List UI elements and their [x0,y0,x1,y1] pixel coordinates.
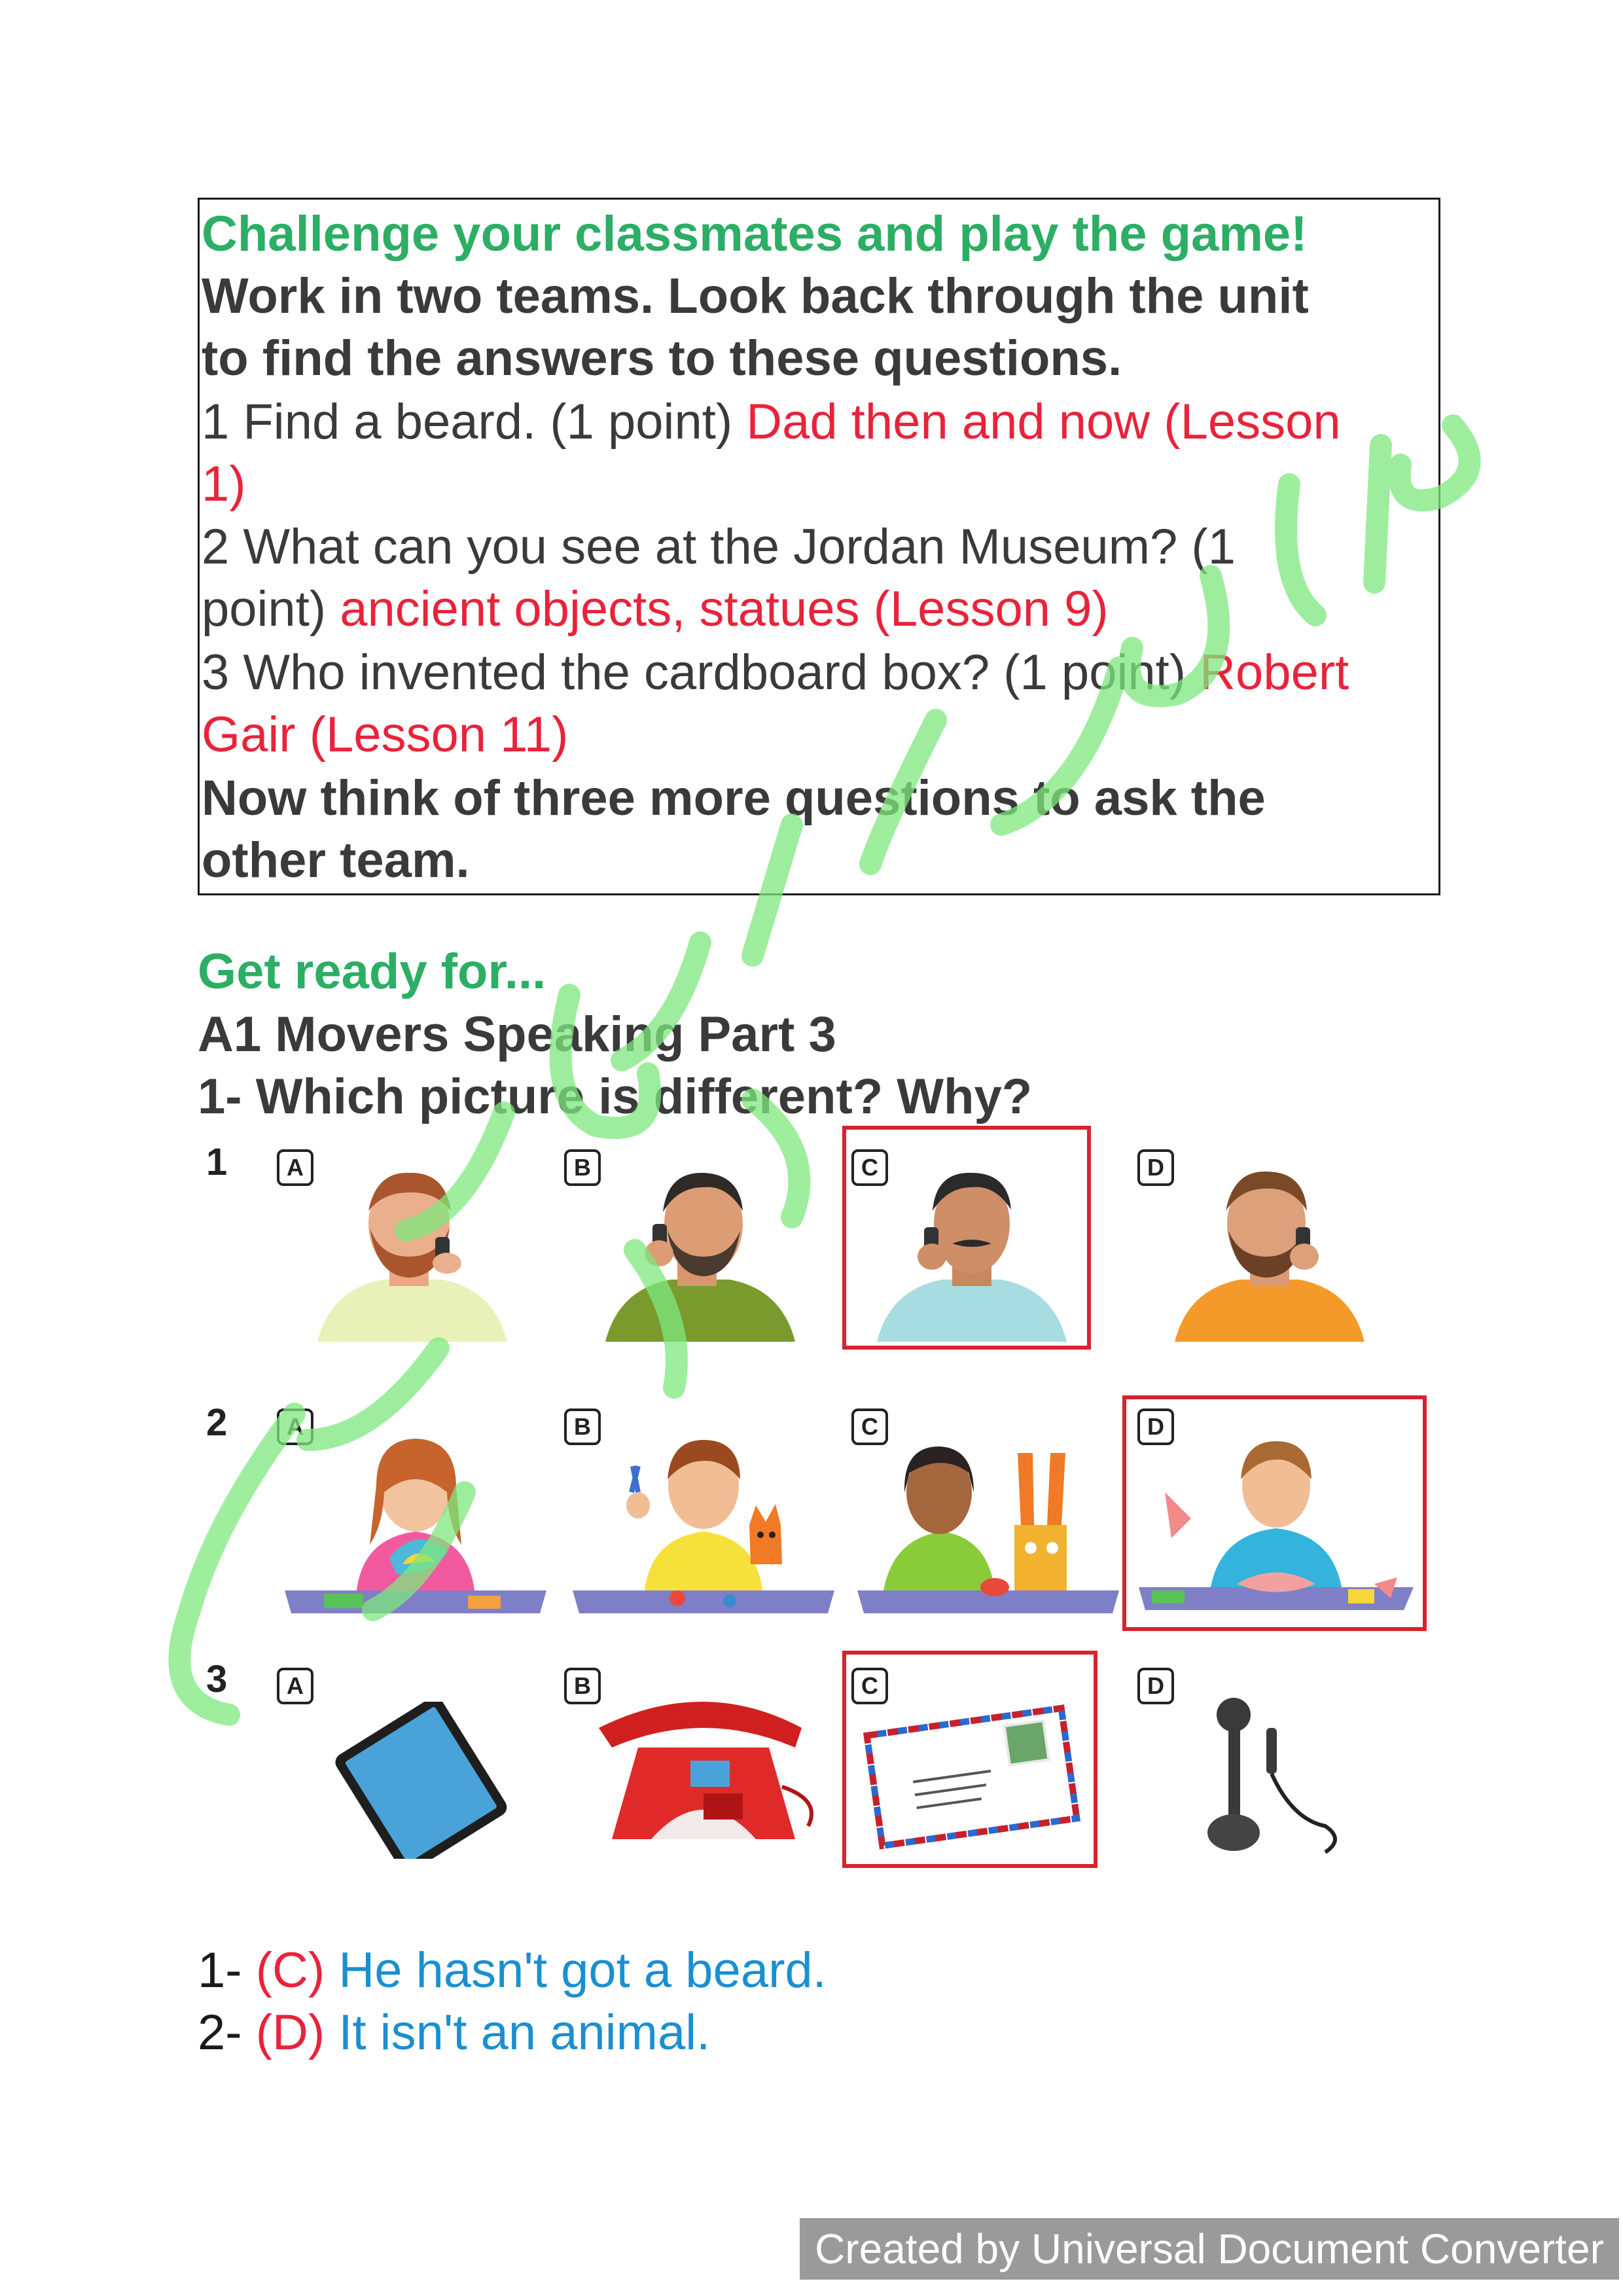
section-subheading: A1 Movers Speaking Part 3 [198,1007,836,1062]
boy-paper-cat-image [573,1427,834,1623]
question-3-text: 3 Who invented the cardboard box? (1 point) [202,645,1200,700]
answer-1 [198,1939,827,2002]
answer-2-number: 2- [198,2005,256,2060]
option-d: D [1137,1408,1174,1445]
boy-paper-shapes-image [1139,1427,1414,1623]
question-2-text-cont: point) [202,581,340,637]
option-c: C [851,1408,888,1445]
closing-line-1: Now think of three more questions to ask the [202,770,1266,826]
section-question: 1- Which picture is different? Why? [198,1069,1033,1124]
question-1-text: 1 Find a beard. (1 point) [202,394,747,450]
man-moustache-phone-image [864,1165,1080,1342]
man-beard-phone-image [592,1165,808,1342]
candlestick-phone-image [1194,1689,1351,1865]
row-number: 2 [206,1401,228,1444]
option-c: C [851,1668,888,1704]
question-2-text: 2 What can you see at the Jordan Museum? (1 [202,519,1236,575]
row-number: 3 [206,1658,228,1700]
question-2-answer: ancient objects, statues (Lesson 9) [340,581,1109,637]
option-a: A [277,1149,313,1186]
option-b: B [564,1668,601,1704]
instruction-line-1: Work in two teams. Look back through the unit [202,268,1309,324]
girl-paper-rabbit-image [857,1427,1119,1623]
option-b: B [564,1408,601,1445]
question-3 [202,641,1349,704]
option-d: D [1137,1668,1174,1704]
option-c: C [851,1149,888,1186]
option-d: D [1137,1149,1174,1186]
answer-1-choice: (C) [255,1943,325,1998]
man-beard-phone-image [1162,1165,1378,1342]
converter-footer: Created by Universal Document Converter [800,2218,1619,2280]
answer-2-reason: It isn't an animal. [325,2005,711,2060]
answer-1-number: 1- [198,1943,256,1998]
section-heading: Get ready for... [198,944,546,999]
red-telephone-image [586,1689,828,1859]
row-number: 1 [206,1141,228,1183]
option-a: A [277,1668,313,1704]
tablet-image [324,1702,520,1859]
instruction-line-2: to find the answers to these questions. [202,331,1122,386]
option-b: B [564,1149,601,1186]
question-2 [202,578,1109,641]
question-1-answer-cont: 1) [202,456,246,512]
answer-1-reason: He hasn't got a beard. [325,1943,827,1998]
closing-line-2: other team. [202,833,470,888]
answer-2 [198,2001,710,2064]
challenge-title: Challenge your classmates and play the game! [202,206,1308,262]
man-beard-phone-image [304,1165,520,1342]
question-3-answer-cont: Gair (Lesson 11) [202,707,569,762]
girl-paper-bird-image [285,1427,546,1623]
question-1 [202,391,1341,454]
question-1-answer: Dad then and now (Lesson [746,394,1341,450]
option-a: A [277,1408,313,1445]
answer-2-choice: (D) [255,2005,325,2060]
envelope-image [861,1702,1083,1852]
question-3-answer: Robert [1200,645,1349,700]
picture-grid [193,1126,1456,1878]
